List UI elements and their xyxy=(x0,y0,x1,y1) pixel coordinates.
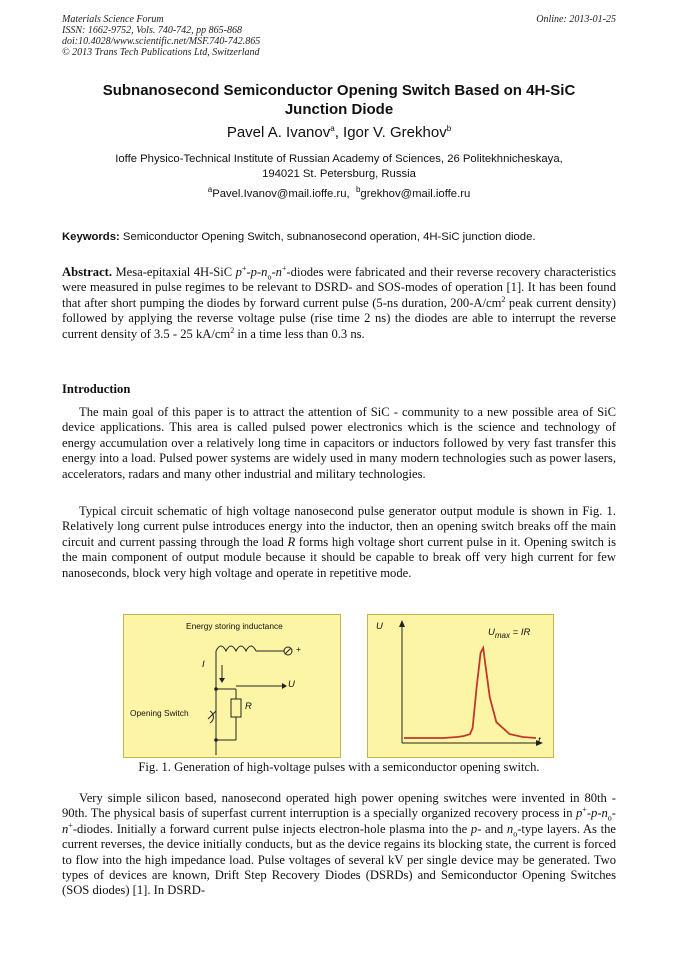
abstract-sup-a: 2 xyxy=(501,294,506,304)
intro-paragraph-1: The main goal of this paper is to attract the attention of SiC - community to a new possible area of SiC device applications. This area is called pulsed power electronics which is the science and technology of energy accumulation over a relatively long time in capacitors or inductors followed by very fast transfer this energy into a load. Pulsed power systems are widely used in many modern technologies such as power lasers, accelerators, radars and many other industrial and military technologies. xyxy=(62,405,616,481)
plus-label: + xyxy=(296,644,301,654)
umax-sub: max xyxy=(494,630,510,640)
doi-line: doi:10.4028/www.scientific.net/MSF.740-742.865 xyxy=(62,36,261,47)
email-2[interactable]: grekhov@mail.ioffe.ru xyxy=(360,188,471,200)
copyright-line: © 2013 Trans Tech Publications Ltd, Switzerland xyxy=(62,47,260,58)
p3-p-layer: p xyxy=(470,821,478,836)
title-line-1: Subnanosecond Semiconductor Opening Switch Based on 4H-SiC xyxy=(102,82,576,99)
intro-paragraph-3 xyxy=(62,791,616,899)
current-arrow-head xyxy=(219,678,225,683)
voltage-pulse-plot-figure xyxy=(367,614,554,758)
inductance-label: Energy storing inductance xyxy=(186,621,283,631)
resistor-r-label: R xyxy=(245,701,252,712)
email-1[interactable]: Pavel.Ivanov@mail.ioffe.ru, xyxy=(212,188,350,200)
p3-text-c: - and xyxy=(477,821,507,836)
p3-dev-n-sup: + xyxy=(68,820,73,830)
circuit-schematic xyxy=(124,615,342,759)
u-arrow-head xyxy=(282,683,287,689)
opening-switch-label: Opening Switch xyxy=(130,708,189,718)
keywords-text: Semiconductor Opening Switch, subnanosecond operation, 4H-SiC junction diode. xyxy=(122,231,536,243)
keywords-label: Keywords: xyxy=(62,231,120,243)
p2-text-a: Typical circuit schematic of high voltage nanosecond pulse generator output module is shown in Fig. 1. Relatively long current pulse introduces energy into the inductor, then an opening switch breaks off the main circuit and current passing through the load xyxy=(62,504,616,549)
umax-annotation xyxy=(488,627,530,638)
abstract-dev-mid-sub: o xyxy=(267,272,272,282)
abstract-dev-mid: -p-n xyxy=(246,265,268,279)
email-2-sup: b xyxy=(355,185,361,195)
email-1-sup: a xyxy=(207,185,213,195)
t-axis-label: t xyxy=(538,735,541,746)
terminal-slash xyxy=(285,648,291,654)
p3-dev-mid-sub: o xyxy=(607,813,612,823)
abstract-dev-n: -n xyxy=(271,265,282,279)
online-date: Online: 2013-01-25 xyxy=(536,14,616,25)
journal-header xyxy=(62,14,616,58)
voltage-u-label: U xyxy=(288,679,295,690)
author-2-sup: b xyxy=(446,124,452,133)
abstract-label: Abstract. xyxy=(62,265,113,279)
abstract-text-1: Mesa-epitaxial 4H-SiC xyxy=(115,265,236,279)
u-axis-label: U xyxy=(376,621,383,632)
voltage-pulse-curve xyxy=(404,648,536,738)
affiliation-line-1: Ioffe Physico-Technical Institute of Russian Academy of Sciences, 26 Politekhnicheskaya, xyxy=(115,153,563,165)
inductor-coil xyxy=(216,646,256,651)
issn-line: ISSN: 1662-9752, Vols. 740-742, pp 865-868 xyxy=(62,25,242,36)
affiliation xyxy=(62,152,616,181)
abstract xyxy=(62,265,616,342)
author-2: Igor V. Grekhov xyxy=(343,124,447,141)
p3-text-a: Very simple silicon based, nanosecond operated high power opening switches were invented in 80th - 90th. The physical basis of superfast current interruption is a specially organized recovery process in xyxy=(62,791,616,821)
figure-caption: Fig. 1. Generation of high-voltage pulses with a semiconductor opening switch. xyxy=(138,760,540,774)
p2-text-b: forms high voltage short current pulse in it. Opening switch is the main component of output module because it should be capable to break off very high current for few nanoseconds, block very high voltage and operate in repetitive mode. xyxy=(62,534,616,580)
journal-name: Materials Science Forum xyxy=(62,14,164,25)
umax-rest: = IR xyxy=(510,627,531,638)
p3-dev-p: p xyxy=(576,806,583,821)
p2-r-symbol: R xyxy=(287,534,296,549)
current-i-label: I xyxy=(202,659,205,670)
p3-n-layer: n xyxy=(506,821,514,836)
author-1-sup: a xyxy=(330,124,335,133)
author-1: Pavel A. Ivanov xyxy=(226,124,331,141)
circuit-schematic-figure xyxy=(123,614,341,758)
section-heading-introduction: Introduction xyxy=(62,382,131,396)
resistor xyxy=(231,699,241,717)
paper-title xyxy=(62,81,616,119)
abstract-text-2: -diodes were fabricated and their reverse recovery characteristics were measured in pulse regimes to be relevant to DSRD- and SOS-modes of operation [1]. It has been found that after short pumping the diodes by forward current pulse (5-ns duration, 200-A/cm xyxy=(62,265,617,310)
author-separator: , xyxy=(334,124,344,141)
p3-dev-n: -n xyxy=(62,806,616,836)
author-emails xyxy=(62,187,616,201)
umax-symbol: U xyxy=(488,627,495,638)
abstract-dev-p-sup: + xyxy=(241,263,247,273)
y-axis-arrow xyxy=(399,620,405,627)
intro-paragraph-2 xyxy=(62,504,616,581)
junction-dot-top xyxy=(214,687,218,691)
abstract-dev-n-sup: + xyxy=(281,263,287,273)
p3-dev-p-sup: + xyxy=(582,805,587,815)
keywords xyxy=(62,230,616,244)
abstract-sup-b: 2 xyxy=(230,325,235,335)
author-list xyxy=(62,124,616,142)
abstract-text-3: peak current density) followed by applying the reverse voltage pulse (rise time 2 ns) the diodes are able to interrupt the reverse current density of 3.5 - 25 kA/cm xyxy=(62,295,616,341)
p3-text-b: -diodes. Initially a forward current pulse injects electron-hole plasma into the xyxy=(72,821,471,836)
title-line-2: Junction Diode xyxy=(284,101,394,118)
abstract-dev-p: p xyxy=(235,265,242,279)
p3-dev-mid: -p-n xyxy=(586,806,608,821)
p3-text-d: -type layers. As the current reverses, the device initially conducts, but as the device regains its blocking state, the current is forced to flow into the high impedance load. Pulse voltages of several kV per single device may be generated. Two types of devices are known, Drift Step Recovery Diodes (DSRDs) and Semiconductor Opening Switches (SOS diodes) [1]. In DSRD- xyxy=(62,821,616,898)
affiliation-line-2: 194021 St. Petersburg, Russia xyxy=(262,167,416,180)
p3-n-layer-sub: o xyxy=(513,829,518,839)
abstract-text-4: in a time less than 0.3 ns. xyxy=(234,326,365,341)
junction-dot-bottom xyxy=(214,738,218,742)
